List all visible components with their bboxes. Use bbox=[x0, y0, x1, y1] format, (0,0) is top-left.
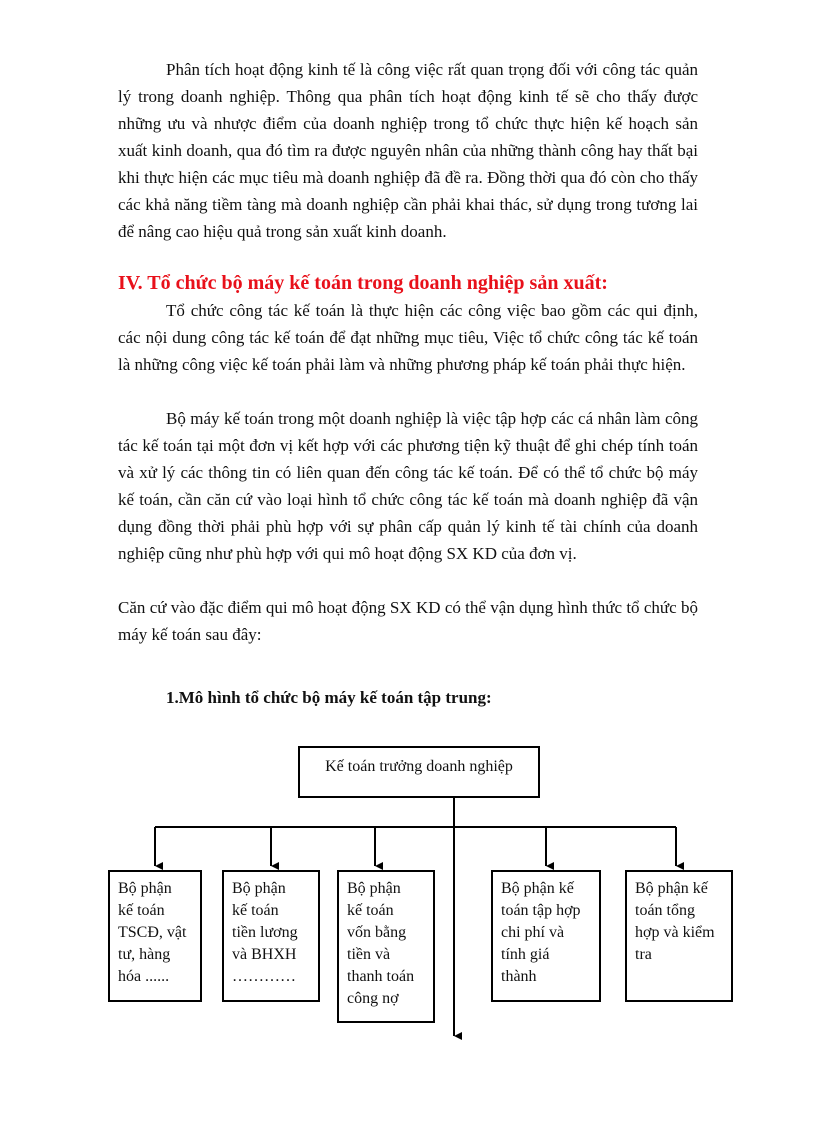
dept-label: Bộ phận kế toán tiền lương và BHXH ………… bbox=[232, 880, 298, 985]
paragraph-intro: Phân tích hoạt động kinh tế là công việc rất quan trọng đối với công tác quản lý trong doanh nghiệp. Thông qua phân tích hoạt động kinh tế sẽ cho thấy được những ưu và nhược điểm của doanh nghiệp trong tổ chức thực hiện kế hoạch sản xuất kinh doanh, qua đó tìm ra được nguyên nhân của những thành công hay thất bại khi thực hiện các mục tiêu mà doanh nghiệp đã đề ra. Đồng thời qua đó còn cho thấy các khả năng tiềm tàng mà doanh nghiệp cần phải khai thác, sử dụng trong tương lai để nâng cao hiệu quả trong sản xuất kinh doanh. bbox=[118, 60, 698, 241]
chief-accountant-label: Kế toán trưởng doanh nghiệp bbox=[325, 758, 513, 775]
cash-payables-dept-box bbox=[337, 870, 435, 1023]
paragraph-basis: Căn cứ vào đặc điểm qui mô hoạt động SX KD có thể vận dụng hình thức tổ chức bộ máy kế toán sau đây: bbox=[118, 598, 698, 644]
costing-dept-box bbox=[491, 870, 601, 1002]
payroll-dept-box bbox=[222, 870, 320, 1002]
dept-label: Bộ phận kế toán tổng hợp và kiểm tra bbox=[635, 880, 715, 963]
fixed-assets-dept-box bbox=[108, 870, 202, 1002]
dept-label: Bộ phận kế toán TSCĐ, vật tư, hàng hóa ...... bbox=[118, 880, 187, 985]
chief-accountant-box bbox=[298, 746, 540, 798]
paragraph-accounting-organization: Tổ chức công tác kế toán là thực hiện các công việc bao gồm các qui định, các nội dung công tác kế toán để đạt những mục tiêu, Việc tổ chức công tác kế toán là những công việc kế toán phải làm và những phương pháp kế toán phải thực hiện. bbox=[118, 301, 698, 374]
general-audit-dept-box bbox=[625, 870, 733, 1002]
diagram-heading: 1.Mô hình tổ chức bộ máy kế toán tập trung: bbox=[166, 688, 492, 707]
section-heading: IV. Tổ chức bộ máy kế toán trong doanh nghiệp sản xuất: bbox=[118, 272, 608, 294]
dept-label: Bộ phận kế toán tập hợp chi phí và tính giá thành bbox=[501, 880, 581, 985]
dept-label: Bộ phận kế toán vốn bằng tiền và thanh toán công nợ bbox=[347, 880, 415, 1007]
paragraph-accounting-apparatus: Bộ máy kế toán trong một doanh nghiệp là việc tập hợp các cá nhân làm công tác kế toán tại một đơn vị kết hợp với các phương tiện kỹ thuật để ghi chép tính toán và xử lý các thông tin có liên quan đến công tác kế toán. Để có thể tổ chức bộ máy kế toán, cần căn cứ vào loại hình tổ chức công tác kế toán mà doanh nghiệp đã vận dụng đồng thời phải phù hợp với sự phân cấp quản lý kinh tế tài chính của doanh nghiệp cũng như phù hợp với qui mô hoạt động SX KD của đơn vị. bbox=[118, 409, 698, 563]
